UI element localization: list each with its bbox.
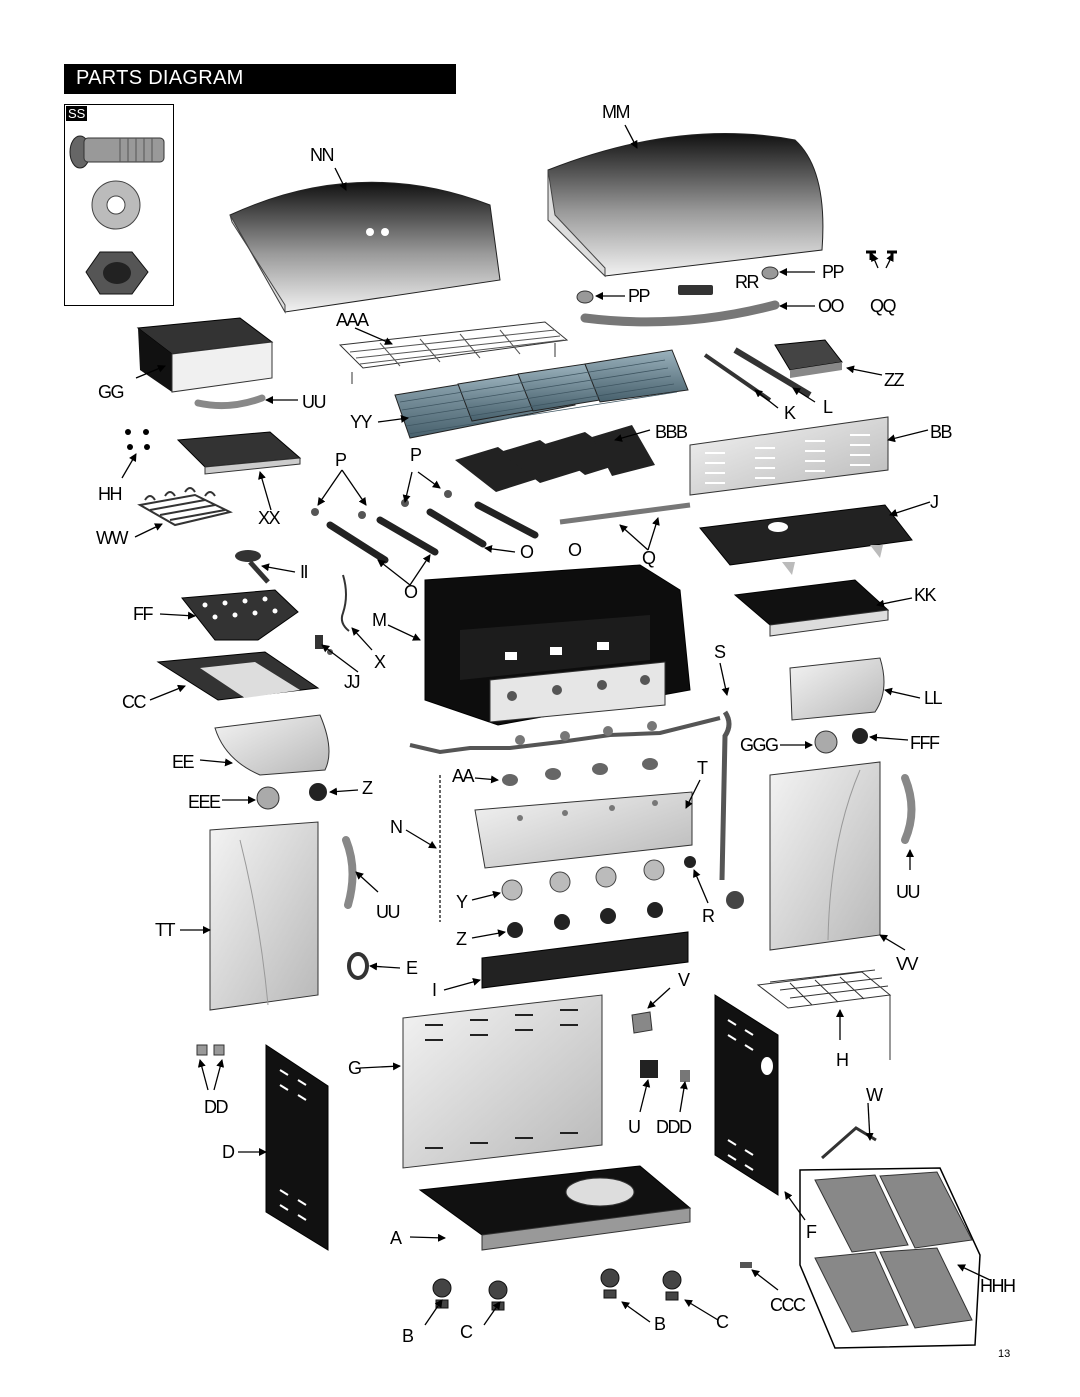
handle-uu-side: [198, 398, 262, 406]
label-g: G: [348, 1058, 361, 1078]
label-yy: YY: [350, 412, 372, 432]
label-ccc: CCC: [770, 1295, 805, 1315]
grease-tray-zz: [775, 340, 842, 378]
cooking-grates-yy: [395, 350, 688, 438]
label-qq: QQ: [870, 296, 896, 316]
label-hh: HH: [98, 484, 121, 504]
label-pp-left: PP: [628, 286, 650, 306]
inset-label: SS: [68, 106, 86, 121]
label-v: V: [678, 970, 689, 990]
label-h: H: [836, 1050, 848, 1070]
label-pp-right: PP: [822, 262, 844, 282]
handle-oo: [585, 305, 775, 322]
label-x: X: [374, 652, 385, 672]
label-ll: LL: [924, 688, 942, 708]
knob-fff: [852, 728, 868, 744]
regulator-u-ddd: [640, 1060, 690, 1082]
bracket-v: [632, 1012, 652, 1033]
casters-b-c: [433, 1269, 681, 1310]
door-handle-uu-right: [905, 778, 912, 840]
label-ff: FF: [133, 604, 152, 624]
door-vv: [770, 762, 880, 950]
lid-nn: [230, 182, 500, 312]
clips-dd: [197, 1045, 224, 1055]
label-a: A: [390, 1228, 401, 1248]
label-z-top: Z: [362, 778, 372, 798]
label-b-right: B: [654, 1314, 665, 1334]
label-jj: JJ: [344, 672, 359, 692]
label-mm: MM: [602, 102, 629, 122]
label-kk: KK: [914, 585, 936, 605]
side-shelf-kk: [735, 580, 888, 636]
control-panel-t: [475, 792, 692, 868]
label-bb: BB: [930, 422, 952, 442]
label-aaa: AAA: [336, 310, 368, 330]
label-s: S: [714, 642, 725, 662]
label-z-low: Z: [456, 929, 466, 949]
back-panel-g: [403, 995, 602, 1168]
label-o-right: O: [568, 540, 581, 560]
grommet-e: [349, 954, 367, 978]
bezels-y: [502, 860, 664, 900]
label-bbb: BBB: [655, 422, 687, 442]
label-w: W: [866, 1085, 882, 1105]
label-tt: TT: [155, 920, 174, 940]
side-burner-lid-gg: [138, 318, 272, 392]
label-b-left: B: [402, 1326, 413, 1346]
heat-baffle-j: [700, 505, 912, 575]
label-l: L: [823, 397, 832, 417]
firebox-m: [425, 565, 690, 725]
label-i: I: [432, 980, 436, 1000]
label-dd: DD: [204, 1097, 227, 1117]
label-cc: CC: [122, 692, 145, 712]
label-nn: NN: [310, 145, 333, 165]
bezel-ggg: [815, 731, 837, 753]
side-shelf-xx: [178, 432, 300, 474]
label-e: E: [406, 958, 417, 978]
label-p-left: P: [335, 450, 346, 470]
bolt-ccc: [740, 1262, 752, 1268]
label-ee: EE: [172, 752, 194, 772]
wire-m: [342, 575, 349, 631]
door-handle-uu: [346, 840, 353, 905]
knobs-z: [507, 902, 663, 938]
label-ggg: GGG: [740, 735, 778, 755]
wire-rack-ww: [140, 488, 230, 525]
label-ii: II: [300, 562, 308, 582]
label-u: U: [628, 1117, 640, 1137]
side-panel-ee: [215, 715, 329, 775]
side-burner-tray-cc: [158, 652, 318, 700]
label-xx: XX: [258, 508, 280, 528]
grill-head-ff: [182, 590, 298, 640]
label-m: M: [372, 610, 386, 630]
label-y: Y: [456, 892, 467, 912]
side-panel-d: [266, 1045, 328, 1250]
heat-tents-bbb: [455, 425, 655, 492]
panel-ll: [790, 658, 884, 720]
knob-set-aa: [502, 758, 658, 786]
label-o-mid: O: [520, 542, 533, 562]
label-gg: GG: [98, 382, 124, 402]
label-p-right: P: [410, 445, 421, 465]
heat-shield-bb: [690, 417, 888, 495]
label-hhh: HHH: [980, 1276, 1015, 1296]
label-oo: OO: [818, 296, 844, 316]
label-uu-left: UU: [376, 902, 399, 922]
label-k: K: [784, 403, 795, 423]
wire-w: [822, 1128, 876, 1158]
label-uu-right: UU: [896, 882, 919, 902]
label-zz: ZZ: [884, 370, 903, 390]
side-panel-right: [715, 995, 778, 1195]
bolt-ss: [70, 136, 164, 168]
label-q: Q: [642, 548, 655, 568]
label-vv: VV: [896, 954, 918, 974]
label-j: J: [930, 492, 938, 512]
page-number: 13: [998, 1348, 1011, 1360]
label-c-right: C: [716, 1312, 728, 1332]
label-c-left: C: [460, 1322, 472, 1342]
bottom-shelf-a: [420, 1166, 690, 1250]
igniter-r: [684, 856, 696, 868]
label-aa: AA: [452, 766, 474, 786]
knob-z: [309, 783, 327, 801]
label-fff: FFF: [910, 733, 939, 753]
grease-trays-hhh: [800, 1168, 980, 1348]
knobs-hh: [125, 429, 150, 450]
label-ddd: DDD: [656, 1117, 691, 1137]
front-rail-i: [482, 932, 688, 988]
label-d: D: [222, 1142, 234, 1162]
label-rr: RR: [735, 272, 758, 292]
label-ww: WW: [96, 528, 127, 548]
label-f: F: [806, 1222, 816, 1242]
page-title: PARTS DIAGRAM: [76, 67, 244, 89]
label-eee: EEE: [188, 792, 220, 812]
label-t: T: [697, 758, 707, 778]
label-o-low: O: [404, 582, 417, 602]
door-tt: [210, 822, 318, 1010]
nameplate-rr: [678, 285, 713, 295]
label-uu-top: UU: [302, 392, 325, 412]
label-n: N: [390, 817, 402, 837]
lid-mm: [548, 133, 823, 276]
bezel-eee: [257, 787, 279, 809]
label-r: R: [702, 906, 714, 926]
crossover-q: [560, 505, 690, 522]
